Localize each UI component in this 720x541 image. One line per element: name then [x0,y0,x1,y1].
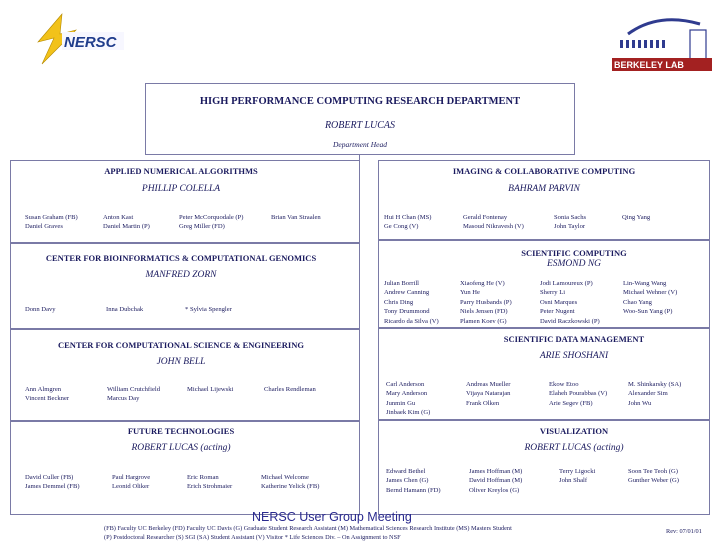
cse-members-col-2 [107,385,160,404]
member-name: Alexander Sim [628,390,668,398]
member-name: Charles Rendleman [264,386,316,393]
sdm-title: SCIENTIFIC DATA MANAGEMENT [503,334,645,344]
member-name: James Chen (G) [386,477,429,485]
department-head-name: ROBERT LUCAS [324,120,396,131]
bio-member-2: Inna Dubchak [106,306,144,313]
member-name: Chris Ding [384,298,414,306]
member-name: Eric Roman [187,474,219,481]
scientific-data-management-box [378,328,710,420]
sdm-lead: ARIE SHOSHANI [539,351,609,361]
member-name: Mary Anderson [386,390,428,398]
applied-numerical-algorithms-box [10,160,360,243]
cse-title: CENTER FOR COMPUTATIONAL SCIENCE & ENGINEERING [58,340,304,350]
footer-legend-line-2: (P) Postdoctoral Researcher (S) SGI (SA) Student Assistant (V) Visitor * Life Sciences Div. – On Assignment to NSF [104,534,401,541]
department-head-title: Department Head [333,140,387,149]
imaging-collaborative-box [378,160,710,240]
sdm-members-col-4 [628,380,681,408]
member-name: Ge Cong (V) [384,223,419,231]
member-name: Brian Van Straalen [271,214,321,221]
footer-revision: Rev: 07/01/01 [666,528,702,535]
member-name: Parry Husbands (P) [460,298,512,306]
visualization-box [378,420,710,515]
svg-text:NERSC: NERSC [64,34,117,51]
computational-science-box [10,329,360,421]
member-name: Michael Welcome [261,474,309,481]
berkeley-lab-logo [598,14,716,82]
member-name: John Wu [628,399,652,407]
member-name: Frank Olken [466,399,500,407]
member-name: Andreas Mueller [466,381,511,388]
member-name: Anton Kast [103,214,134,221]
member-name: Ann Almgren [25,386,62,393]
member-name: Andrew Canning [384,289,430,297]
ft-members-col-1 [25,473,80,492]
member-name: Chao Yang [623,298,652,306]
member-name: Erich Strohmaier [187,483,233,491]
nersc-logo [32,8,142,68]
ft-members-col-2 [112,473,150,492]
vis-members-col-3 [559,467,595,486]
member-name: Vijaya Natarajan [466,390,511,398]
bio-title: CENTER FOR BIOINFORMATICS & COMPUTATIONAL GENOMICS [45,253,317,263]
member-name: Arie Segev (FB) [549,399,593,407]
member-name: Michael Wehner (V) [623,289,678,297]
svg-text:BERKELEY LAB: BERKELEY LAB [614,60,684,70]
member-name: Soon Tee Teoh (G) [628,468,678,475]
member-name: David Hoffman (M) [469,477,523,485]
member-name: Marcus Day [107,395,140,403]
ic-members-col-4 [622,213,650,222]
sc-members-col-4 [623,279,677,317]
member-name: Sonia Sachs [554,214,587,221]
member-name: David Raczkowski (P) [540,317,600,325]
member-name: Gunther Weber (G) [628,477,679,485]
ft-members-col-3 [187,473,232,492]
member-name: Peter Nugent [540,308,575,316]
member-name: Hui H Chan (MS) [384,214,432,221]
cse-members-col-3 [187,385,233,394]
member-name: Gerald Fontenay [463,214,508,221]
sc-members-col-1 [384,279,439,326]
member-name: Xiaofeng He (V) [460,280,505,287]
ana-title: APPLIED NUMERICAL ALGORITHMS [104,166,258,176]
sc-members-col-2 [460,279,512,326]
member-name: Plamen Koev (G) [460,317,507,325]
member-name: Sherry Li [540,289,566,297]
member-name: Carl Anderson [386,381,425,388]
ana-lead: PHILLIP COLELLA [141,184,221,194]
department-title: HIGH PERFORMANCE COMPUTING RESEARCH DEPARTMENT [199,96,521,107]
vis-members-col-1 [386,467,441,495]
member-name: James Demmel (FB) [25,483,80,491]
ic-members-col-2 [463,213,524,232]
footer-meeting-title: NERSC User Group Meeting [252,510,412,524]
sc-members-col-3 [540,279,600,326]
member-name: Julian Borrill [384,280,419,287]
member-name: Michael Lijewski [187,386,234,393]
ana-members-col-2 [103,213,150,232]
department-box [145,83,575,155]
member-name: William Crutchfield [107,386,161,393]
member-name: Vincent Beckner [25,395,70,403]
member-name: Daniel Martin (P) [103,223,150,231]
bio-lead: MANFRED ZORN [145,270,217,280]
member-name: Susan Graham (FB) [25,214,78,221]
member-name: Jinbaek Kim (G) [386,409,431,417]
sc-lead: ESMOND NG [546,259,602,269]
member-name: Lin-Wang Wang [623,280,667,287]
ft-title: FUTURE TECHNOLOGIES [127,426,235,436]
ic-title: IMAGING & COLLABORATIVE COMPUTING [452,166,636,176]
ana-members-col-1 [25,213,78,232]
member-name: Osni Marques [540,298,578,306]
member-name: Terry Ligocki [559,468,596,475]
member-name: Masoud Nikravesh (V) [463,223,524,231]
member-name: Elaheh Pourabbas (V) [549,390,608,398]
sc-title: SCIENTIFIC COMPUTING [521,248,627,258]
member-name: Tony Drummond [384,308,430,316]
member-name: Leonid Oliker [112,483,150,491]
vis-members-col-2 [469,467,522,495]
ft-lead: ROBERT LUCAS (acting) [131,443,231,453]
sdm-members-col-3 [549,380,607,408]
member-name: John Shalf [559,477,588,485]
member-name: John Taylor [554,223,586,231]
ana-members-col-3 [179,213,243,232]
member-name: Paul Hargrove [112,474,151,481]
vis-members-col-4 [628,467,679,486]
member-name: Bernd Hamann (FD) [386,486,441,494]
scientific-computing-box [378,240,710,328]
ic-members-col-1 [384,213,431,232]
cse-members-col-4 [264,385,316,394]
member-name: Niels Jensen (FD) [460,308,508,316]
member-name: Daniel Graves [25,223,63,231]
vis-title: VISUALIZATION [539,426,609,436]
bioinformatics-box [10,243,360,329]
sdm-members-col-1 [386,380,430,418]
member-name: Greg Miller (FD) [179,223,225,231]
member-name: Woo-Sun Yang (P) [623,308,673,316]
member-name: Peter McCorquodale (P) [179,214,244,221]
member-name: David Culler (FB) [25,474,74,481]
member-name: Edward Bethel [386,468,426,475]
future-technologies-box [10,421,360,515]
member-name: Ricardo da Silva (V) [384,317,439,325]
ic-members-col-3 [554,213,586,232]
member-name: Jodi Lamoureux (P) [540,280,593,287]
ic-lead: BAHRAM PARVIN [508,184,580,194]
member-name: Katherine Yelick (FB) [261,483,320,491]
member-name: James Hoffman (M) [469,468,523,475]
cse-members-col-1 [25,385,69,404]
sdm-members-col-2 [466,380,511,408]
ft-members-col-4 [261,473,319,492]
member-name: Qing Yang [622,214,651,221]
vis-lead: ROBERT LUCAS (acting) [524,443,624,453]
cse-lead: JOHN BELL [156,357,206,367]
ana-members-col-4 [271,213,321,222]
member-name: Yun He [460,289,480,297]
bio-member-3: * Sylvia Spengler [185,306,232,313]
member-name: Ekow Etoo [549,381,579,388]
member-name: Oliver Kreylos (G) [469,486,520,494]
bio-member-1: Donn Davy [25,306,56,313]
member-name: M. Shinkarsky (SA) [628,381,682,388]
member-name: Junmin Gu [386,399,416,407]
footer-legend-line-1: (FB) Faculty UC Berkeley (FD) Faculty UC Davis (G) Graduate Student Research Assistant (M) Mathematical Sciences Research Institute (MS) Masters Student [104,525,512,532]
